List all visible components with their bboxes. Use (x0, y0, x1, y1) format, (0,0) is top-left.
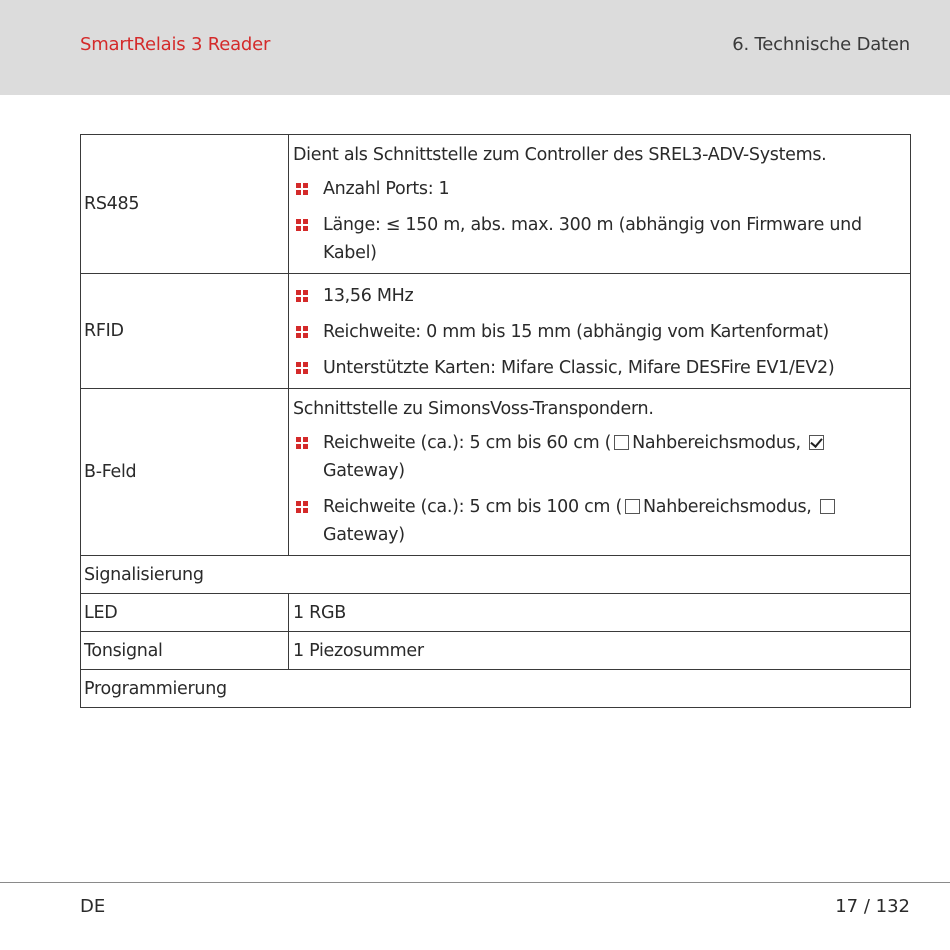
chapter-title: 6. Technische Daten (732, 34, 910, 55)
row-value-bfeld (289, 389, 911, 556)
red-square-bullet-icon (296, 362, 309, 375)
footer-divider (0, 882, 950, 883)
row-value-led: 1 RGB (289, 594, 911, 632)
red-square-bullet-icon (296, 501, 309, 514)
checkbox-empty-icon (614, 435, 629, 450)
table-row (81, 135, 911, 274)
bullet-text: Anzahl Ports: 1 (323, 179, 450, 199)
red-square-bullet-icon (296, 183, 309, 196)
list-item (293, 354, 902, 382)
bullet-text: Gateway) (323, 461, 405, 481)
bullet-text: Reichweite (ca.): 5 cm bis 60 cm ( (323, 433, 612, 453)
technical-data-table (80, 134, 911, 708)
checkbox-empty-icon (820, 499, 835, 514)
section-heading-programmierung: Programmierung (81, 670, 911, 708)
list-item (293, 175, 902, 203)
list-item (293, 318, 902, 346)
bullet-text: Nahbereichsmodus, (632, 433, 801, 453)
row-label-bfeld: B-Feld (81, 389, 289, 556)
language-code: DE (80, 896, 106, 917)
row-label-rs485: RS485 (81, 135, 289, 274)
row-value-tonsignal: 1 Piezosummer (289, 632, 911, 670)
list-item (293, 429, 902, 485)
list-item (293, 493, 902, 549)
red-square-bullet-icon (296, 437, 309, 450)
product-title: SmartRelais 3 Reader (80, 34, 271, 55)
bfeld-intro: Schnittstelle zu SimonsVoss-Transpondern. (293, 399, 654, 419)
bullet-text: Unterstützte Karten: Mifare Classic, Mifare DESFire EV1/EV2) (323, 358, 835, 378)
page-header (0, 0, 950, 95)
page-number: 17 / 132 (835, 896, 910, 917)
table-row (81, 670, 911, 708)
row-label-led: LED (81, 594, 289, 632)
red-square-bullet-icon (296, 326, 309, 339)
bullet-text: Länge: ≤ 150 m, abs. max. 300 m (abhängig von Firmware und Kabel) (323, 215, 862, 263)
table-row (81, 389, 911, 556)
row-label-tonsignal: Tonsignal (81, 632, 289, 670)
table-row (81, 632, 911, 670)
bullet-text: Gateway) (323, 525, 405, 545)
row-value-rfid (289, 274, 911, 389)
table-row (81, 594, 911, 632)
table-row (81, 556, 911, 594)
bullet-text: Reichweite: 0 mm bis 15 mm (abhängig vom Kartenformat) (323, 322, 829, 342)
list-item (293, 282, 902, 310)
row-label-rfid: RFID (81, 274, 289, 389)
bullet-text: 13,56 MHz (323, 286, 414, 306)
checkbox-checked-icon (809, 435, 824, 450)
rs485-intro: Dient als Schnittstelle zum Controller des SREL3-ADV-Systems. (293, 145, 827, 165)
table-row (81, 274, 911, 389)
row-value-rs485 (289, 135, 911, 274)
section-heading-signalisierung: Signalisierung (81, 556, 911, 594)
list-item (293, 211, 902, 267)
red-square-bullet-icon (296, 290, 309, 303)
checkbox-empty-icon (625, 499, 640, 514)
bullet-text: Reichweite (ca.): 5 cm bis 100 cm ( (323, 497, 622, 517)
red-square-bullet-icon (296, 219, 309, 232)
bullet-text: Nahbereichsmodus, (642, 497, 812, 517)
